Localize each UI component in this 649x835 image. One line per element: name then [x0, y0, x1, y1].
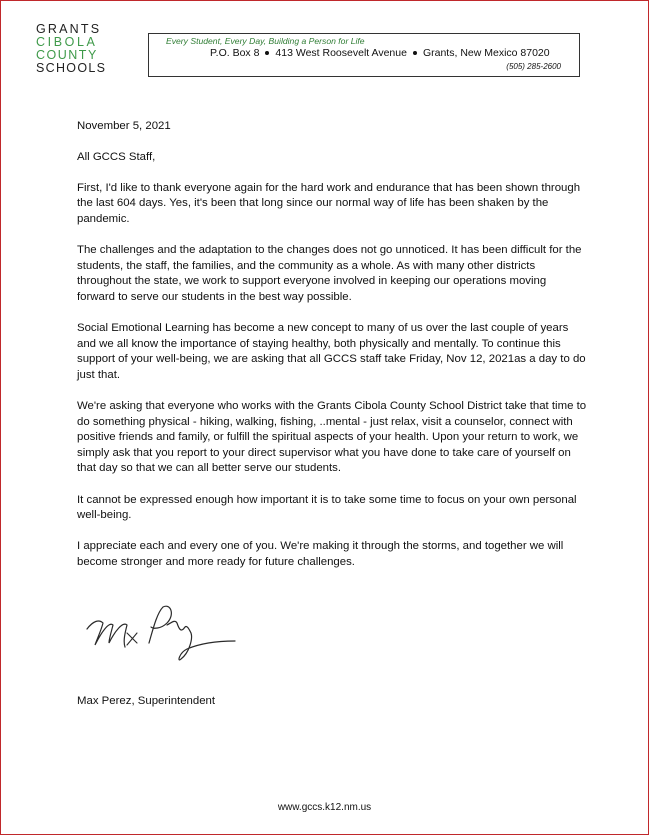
logo-line-cibola: CIBOLA — [36, 35, 98, 49]
handwritten-signature — [83, 599, 243, 679]
district-website: www.gccs.k12.nm.us — [277, 802, 372, 813]
paragraph: We're asking that everyone who works with the Grants Cibola County School District take that time to do something physical - hiking, walking, fishing, ..mental - just relax, visit a counselor, connect with positive friends and family, or fulfill the spiritual aspects of your health. Upon your return to work, we simply ask that you report to your direct supervisor what you have done to take care of yourself on that day so that we can all better serve our students. — [77, 400, 587, 475]
signer-name-title: Max Perez, Superintendent — [77, 695, 216, 707]
logo-line-grants: GRANTS — [36, 22, 102, 36]
logo-line-schools: SCHOOLS — [36, 61, 107, 75]
district-address — [210, 47, 550, 59]
letterhead-box — [148, 33, 580, 77]
logo-line-county: COUNTY — [36, 48, 98, 62]
street-address: 413 West Roosevelt Avenue — [275, 47, 407, 59]
bullet-separator — [413, 51, 417, 55]
letter-date: November 5, 2021 — [77, 120, 171, 132]
paragraph: I appreciate each and every one of you. We're making it through the storms, and together we will become stronger and more ready for future challenges. — [77, 540, 564, 569]
paragraph: The challenges and the adaptation to the changes does not go unnoticed. It has been difficult for the students, the staff, the families, and the community as a whole. As with many other districts throughout the state, we work to support everyone involved in keeping our operations moving forward to serve our students in the best way possible. — [77, 244, 582, 303]
po-box: P.O. Box 8 — [210, 47, 260, 59]
paragraph: It cannot be expressed enough how important it is to take some time to focus on your own personal well-being. — [77, 493, 577, 522]
city-state-zip: Grants, New Mexico 87020 — [422, 47, 550, 59]
paragraph: Social Emotional Learning has become a new concept to many of us over the last couple of years and we all know the importance of staying healthy, both physically and mentally. To continue this support of your well-being, we are asking that all GCCS staff take Friday, Nov 12, 2021as a day to do just that. — [77, 322, 586, 381]
letter-body — [77, 119, 587, 586]
district-motto: Every Student, Every Day, Building a Person for Life — [166, 36, 365, 46]
paragraph: First, I'd like to thank everyone again for the hard work and endurance that has been shown through the last 604 days. Yes, it's been that long since our normal way of life has been shaken by the pandemic. — [77, 181, 581, 225]
district-logo — [36, 23, 116, 75]
salutation: All GCCS Staff, — [77, 150, 156, 163]
bullet-separator — [265, 51, 269, 55]
phone-number: (505) 285-2600 — [506, 62, 561, 71]
